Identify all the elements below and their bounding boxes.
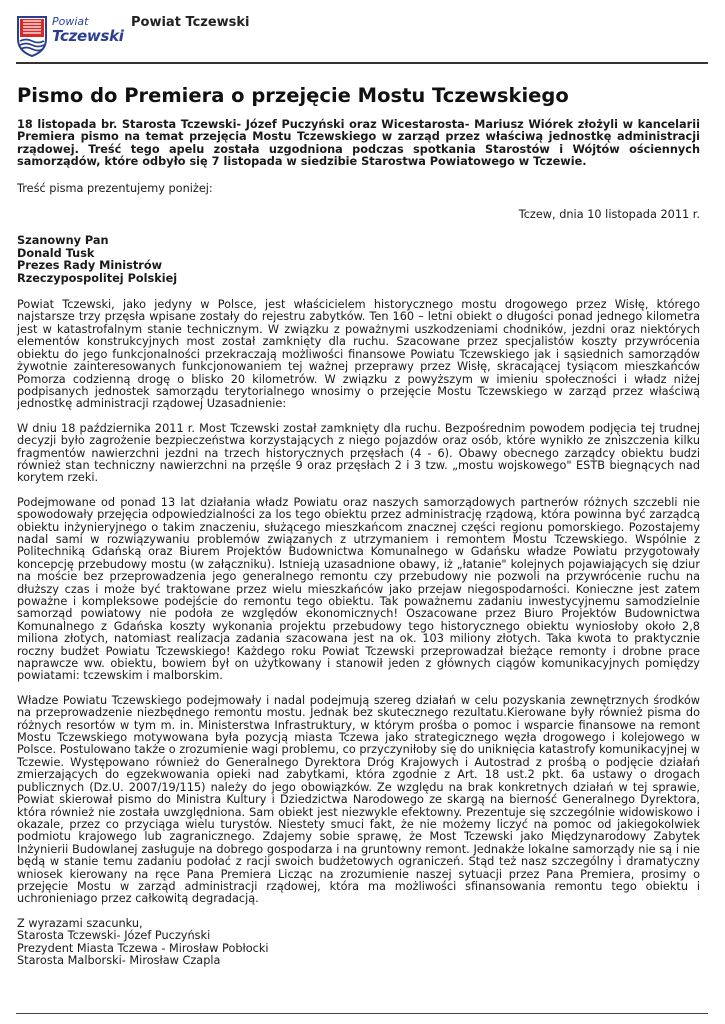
letter-paragraph: W dniu 18 października 2011 r. Most Tczewski został zamknięty dla ruchu. Bezpośrednim powodem podjęcia tej trudnej decyzji było zagrożenie bezpieczeństwa korzystających z niego pojazdów oraz osób, które wynikło ze zniszczenia kilku fragmentów nawierzchni jezdni na trzech historycznych przęsłach (4 - 6). Obawy obecnego zarządcy obiektu budzi również stan techniczny nawierzchni na przęśle 9 oraz przęsłach 2 i 3 tzw. „mostu wojskowego" ESTB biegnących nad korytem rzeki. [17, 421, 700, 485]
page-header [16, 12, 708, 62]
footer-divider [16, 1013, 708, 1014]
article [17, 84, 700, 967]
addressee-line: Prezes Rady Ministrów [17, 259, 163, 273]
letter-paragraph: Powiat Tczewski, jako jedyny w Polsce, jest właścicielem historycznego mostu drogowego przez Wisłę, którego najstarsze trzy przęsła wpisane zostały do rejestru zabytków. Ten 160 – letni obiekt o długości ponad jednego kilometra jest w katastrofalnym stanie technicznym. W związku z poważnymi uszkodzeniami chodników, jezdni oraz niektórych elementów konstrukcyjnych most został zamknięty dla ruchu. Szacowane przez specjalistów koszty przywrócenia obiektu do jego funkcjonalności przekraczają możliwości finansowe Powiatu Tczewskiego jak i sąsiednich samorządów żywotnie zainteresowanych funkcjonowaniem tej ważnej przeprawy przez Wisłę, skracającej tysiącom mieszkańców Pomorza codzienną drogę o blisko 20 kilometrów. W związku z powyższym w imieniu społeczności i władz niżej podpisanych jednostek samorządu terytorialnego wnosimy o przejęcie Mostu Tczewskiego w zarząd przez właściwą jednostkę administracji rządowej Uzasadnienie: [17, 298, 700, 411]
letter-paragraph: Podejmowane od ponad 13 lat działania władz Powiatu oraz naszych samorządowych partnerów różnych szczebli nie spowodowały przejęcia odpowiedzialności za los tego obiektu przez administrację rządową, która powinna być zarządcą obiektu inżynieryjnego o takim znaczeniu, służącego mieszkańcom znacznej części regionu pomorskiego. Pozostajemy nadal sami w rozwiązywaniu problemów związanych z utrzymaniem i remontem Mostu Tczewskiego. Wspólnie z Politechniką Gdańską oraz Biurem Projektów Budownictwa Komunalnego w Gdańsku władze Powiatu przygotowały koncepcję przebudowy mostu (w załączniku). Istnieją uzasadnione obawy, iż „łatanie" kolejnych pojawiających się dziur na moście bez przeprowadzenia jego generalnego remontu czy przebudowy nie pozwoli na przywrócenie ruchu na dłuższy czas i może być traktowane przez wielu mieszkańców jako przejaw niegospodarności. Konieczne jest zatem poważne i kompleksowe podejście do remontu tego obiektu. Tak poważnemu zadaniu inwestycyjnemu samodzielnie samorząd powiatowy nie podoła ze względów ekonomicznych! Oszacowane przez Biuro Projektów Budownictwa Komunalnego z Gdańska koszty wykonania projektu przebudowy tego historycznego obiektu wyniosłoby około 2,8 miliona złotych, natomiast realizacja zadania szacowana jest na ok. 103 miliony złotych. Taka kwota to praktycznie roczny budżet Powiatu Tczewskiego! Każdego roku Powiat Tczewski przeprowadzał bieżące remonty i drobne prace naprawcze ww. obiektu, bowiem był on użytkowany i stanowił jeden z głównych ciągów komunikacyjnych pomiędzy powiatami: tczewskim i malborskim. [17, 495, 700, 683]
closing-line: Starosta Tczewski- Józef Puczyński [17, 929, 211, 943]
closing-line: Starosta Malborski- Mirosław Czapla [17, 953, 221, 967]
coat-of-arms-icon [16, 15, 48, 57]
letter-paragraph: Władze Powiatu Tczewskiego podejmowały i nadal podejmują szereg działań w celu pozyskania zewnętrznych środków na przeprowadzenie niezbędnego remontu mostu. Jednak bez skutecznego rezultatu.Kierowane były również pisma do różnych resortów w tym m. in. Ministerstwa Infrastruktury, w którym prośba o pomoc i wsparcie finansowe na remont Mostu Tczewskiego motywowana była pozycją miasta Tczewa jako strategicznego węzła drogowego i kolejowego w Polsce. Postulowano także o zrozumienie wagi problemu, co przyczyniłoby się do uniknięcia katastrofy komunikacyjnej w Tczewie. Występowano również do Generalnego Dyrektora Dróg Krajowych i Autostrad z prośbą o podjęcie działań zmierzających do egzekwowania opieki nad zabytkami, która zgodnie z Art. 18 ust.2 pkt. 6a ustawy o drogach publicznych (Dz.U. 2007/19/115) należy do jego obowiązków. Ze względu na brak konkretnych działań w tej sprawie, Powiat skierował pismo do Ministra Kultury i Dziedzictwa Narodowego ze skargą na bierność Generalnego Dyrektora, która również nie została uwzględniona. Sam obiekt jest niezwykle efektowny. Prezentuje się szczególnie widowiskowo i okazale, przez co przyciąga wielu turystów. Niestety smuci fakt, że nie możemy liczyć na pomoc od jakiegokolwiek podmiotu krajowego lub zagranicznego. Zdajemy sobie sprawę, że Most Tczewski jako Międzynarodowy Zabytek Inżynierii Budowlanej zasługuje na dobrego gospodarza i na gruntowny remont. Jednakże lokalne samorządy nie są i nie będą w stanie temu zadaniu podołać z racji swoich budżetowych ograniczeń. Stąd też nasz szczególny i dramatyczny wniosek kierowany na ręce Pana Premiera Licząc na zrozumienie naszej sytuacji przez Pana Premiera, prosimy o przejęcie Mostu w zarząd administracji rządowej, która ma możliwości sfinansowania remontu tego obiektu i uchronieniago przez całkowitą degradacją. [17, 693, 701, 906]
closing-line: Z wyrazami szacunku, [17, 916, 143, 930]
letter-signatures [17, 918, 700, 968]
closing-line: Prezydent Miasta Tczewa - Mirosław Pobłocki [17, 941, 269, 955]
site-title[interactable]: Powiat Tczewski [131, 15, 250, 30]
article-lead: 18 listopada br. Starosta Tczewski- Józef Puczyński oraz Wicestarosta- Mariusz Wiórek złożyli w kancelarii Premiera pismo na temat przejęcia Mostu Tczewskiego w zarząd przez właściwą jednostkę administracji rządowej. Treść tego apelu została uzgodniona podczas spotkania Starostów i Wójtów ościennych samorządów, które odbyło się 7 listopada w siedzibie Starostwa Powiatowego w Tczewie. [17, 118, 700, 169]
letter-addressee [17, 235, 700, 285]
site-logo[interactable] [16, 12, 124, 60]
page-title: Pismo do Premiera o przejęcie Mostu Tczewskiego [17, 84, 569, 107]
article-intro: Treść pisma prezentujemy poniżej: [17, 181, 213, 195]
header-divider [16, 62, 708, 64]
logo-text-tczewski: Tczewski [52, 27, 124, 45]
addressee-line: Rzeczypospolitej Polskiej [17, 271, 178, 285]
addressee-line: Donald Tusk [17, 246, 95, 260]
logo-text-powiat: Powiat [52, 15, 89, 28]
letter-date: Tczew, dnia 10 listopada 2011 r. [518, 208, 700, 222]
addressee-line: Szanowny Pan [17, 234, 109, 248]
